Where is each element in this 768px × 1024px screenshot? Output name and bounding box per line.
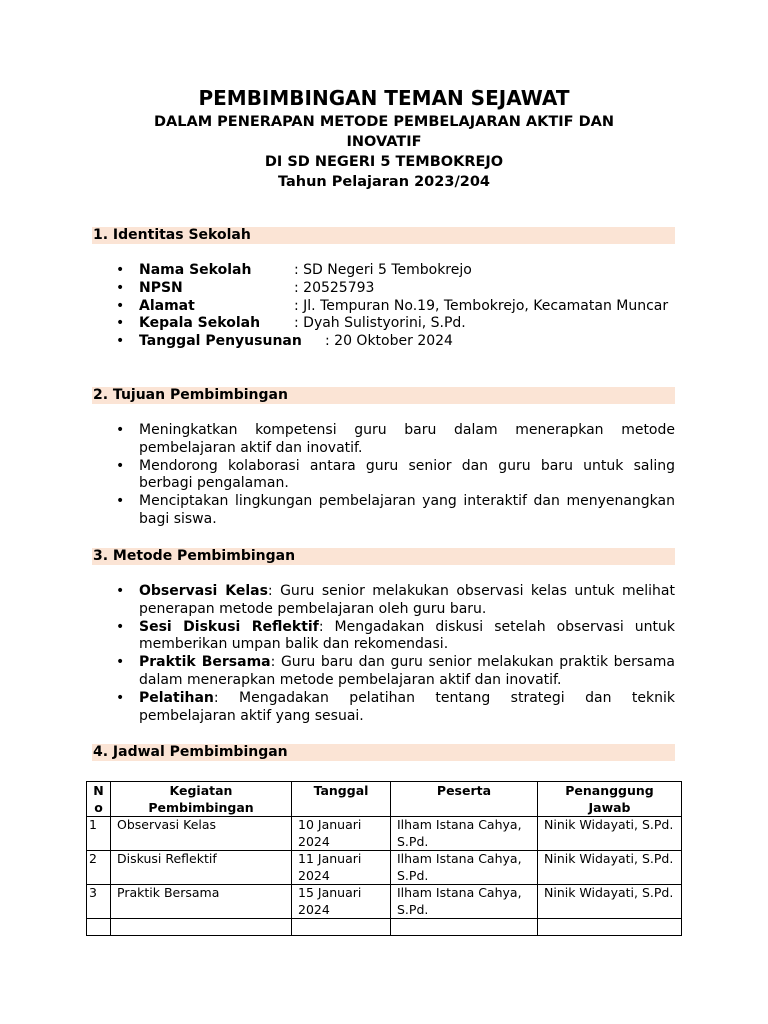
cell-penanggung-jawab: Ninik Widayati, S.Pd. (538, 851, 682, 885)
cell-no: 1 (87, 817, 111, 851)
cell-empty (292, 919, 391, 936)
cell-no: 3 (87, 885, 111, 919)
section-heading-tujuan: 2. Tujuan Pembimbingan (92, 387, 675, 404)
list-item (116, 422, 675, 458)
table-header-row (87, 782, 682, 817)
table-row (87, 851, 682, 885)
cell-penanggung-jawab: Ninik Widayati, S.Pd. (538, 885, 682, 919)
method-term: Sesi Diskusi Reflektif (139, 618, 319, 635)
cell-empty (111, 919, 292, 936)
page-title: PEMBIMBINGAN TEMAN SEJAWAT (198, 86, 570, 110)
list-item (116, 315, 675, 333)
cell-peserta: Ilham Istana Cahya, S.Pd. (391, 851, 538, 885)
bullet-icon: • (116, 262, 125, 278)
section-heading-identitas: 1. Identitas Sekolah (92, 227, 675, 244)
list-item (116, 333, 675, 351)
cell-empty (87, 919, 111, 936)
list-item (116, 280, 675, 298)
col-header-tanggal: Tanggal (292, 782, 391, 817)
table-row (87, 885, 682, 919)
method-term: Pelatihan (139, 689, 214, 706)
method-term: Praktik Bersama (139, 654, 271, 671)
field-label: Kepala Sekolah (139, 315, 261, 332)
field-label: Tanggal Penyusunan (139, 333, 302, 350)
cell-peserta: Ilham Istana Cahya, S.Pd. (391, 817, 538, 851)
goal-text: Menciptakan lingkungan pembelajaran yang interaktif dan menyenangkan bagi siswa. (139, 493, 675, 527)
bullet-icon: • (116, 493, 125, 510)
bullet-icon: • (116, 333, 125, 350)
field-value: : Jl. Tempuran No.19, Tembokrejo, Kecamatan Muncar (294, 297, 669, 314)
section-heading-jadwal: 4. Jadwal Pembimbingan (92, 744, 675, 761)
list-item (116, 458, 675, 494)
cell-kegiatan: Diskusi Reflektif (111, 851, 292, 885)
method-desc: : Mengadakan diskusi setelah observasi untuk memberikan umpan balik dan rekomendasi. (139, 618, 675, 653)
goal-text: Mendorong kolaborasi antara guru senior dan guru baru untuk saling berbagi pengalaman. (139, 457, 675, 492)
subtitle-line: DI SD NEGERI 5 TEMBOKREJO (264, 154, 504, 170)
method-desc: : Mengadakan pelatihan tentang strategi dan teknik pembelajaran aktif yang sesuai. (139, 689, 675, 724)
subtitle-line: DALAM PENERAPAN METODE PEMBELAJARAN AKTIF DAN (153, 114, 615, 130)
bullet-icon: • (116, 315, 125, 332)
list-item (116, 298, 675, 316)
col-header-no: N o (87, 782, 111, 817)
cell-empty (538, 919, 682, 936)
bullet-icon: • (116, 618, 125, 635)
cell-penanggung-jawab: Ninik Widayati, S.Pd. (538, 817, 682, 851)
field-value: : Dyah Sulistyorini, S.Pd. (294, 315, 466, 332)
subtitle-line: Tahun Pelajaran 2023/204 (277, 174, 491, 190)
field-label: NPSN (139, 279, 183, 296)
method-desc: : Guru senior melakukan observasi kelas untuk melihat penerapan metode pembelajaran oleh guru baru. (139, 583, 675, 617)
list-item (116, 690, 675, 726)
list-item (116, 262, 675, 280)
bullet-icon: • (116, 689, 125, 706)
identity-list (116, 262, 675, 351)
table-row-empty (87, 919, 682, 936)
col-header-penanggung-jawab: Penanggung Jawab (538, 782, 682, 817)
cell-kegiatan: Observasi Kelas (111, 817, 292, 851)
field-value: : 20 Oktober 2024 (325, 333, 453, 350)
cell-tanggal: 10 Januari 2024 (292, 817, 391, 851)
list-item (116, 654, 675, 690)
table-row (87, 817, 682, 851)
cell-peserta: Ilham Istana Cahya, S.Pd. (391, 885, 538, 919)
goal-text: Meningkatkan kompetensi guru baru dalam menerapkan metode pembelajaran aktif dan inovatif. (139, 422, 675, 456)
bullet-icon: • (116, 457, 125, 474)
list-item (116, 583, 675, 619)
section-heading-metode: 3. Metode Pembimbingan (92, 548, 675, 565)
page-subtitle (120, 112, 648, 192)
col-header-peserta: Peserta (391, 782, 538, 817)
col-header-kegiatan: Kegiatan Pembimbingan (111, 782, 292, 817)
list-item (116, 493, 675, 529)
bullet-icon: • (116, 422, 125, 438)
schedule-table (86, 781, 682, 936)
field-label: Nama Sekolah (139, 262, 252, 278)
field-value: : SD Negeri 5 Tembokrejo (294, 262, 472, 278)
list-item (116, 619, 675, 655)
cell-no: 2 (87, 851, 111, 885)
subtitle-line: INOVATIF (346, 134, 422, 150)
cell-tanggal: 15 Januari 2024 (292, 885, 391, 919)
cell-empty (391, 919, 538, 936)
cell-tanggal: 11 Januari 2024 (292, 851, 391, 885)
bullet-icon: • (116, 279, 125, 296)
bullet-icon: • (116, 583, 125, 599)
goals-list (116, 422, 675, 529)
methods-list (116, 583, 675, 725)
method-desc: : Guru baru dan guru senior melakukan praktik bersama dalam menerapkan metode pembelajaran aktif dan inovatif. (139, 654, 676, 688)
field-label: Alamat (139, 297, 195, 314)
cell-kegiatan: Praktik Bersama (111, 885, 292, 919)
bullet-icon: • (116, 654, 125, 671)
bullet-icon: • (116, 297, 125, 314)
field-value: : 20525793 (294, 279, 375, 296)
method-term: Observasi Kelas (139, 583, 268, 599)
